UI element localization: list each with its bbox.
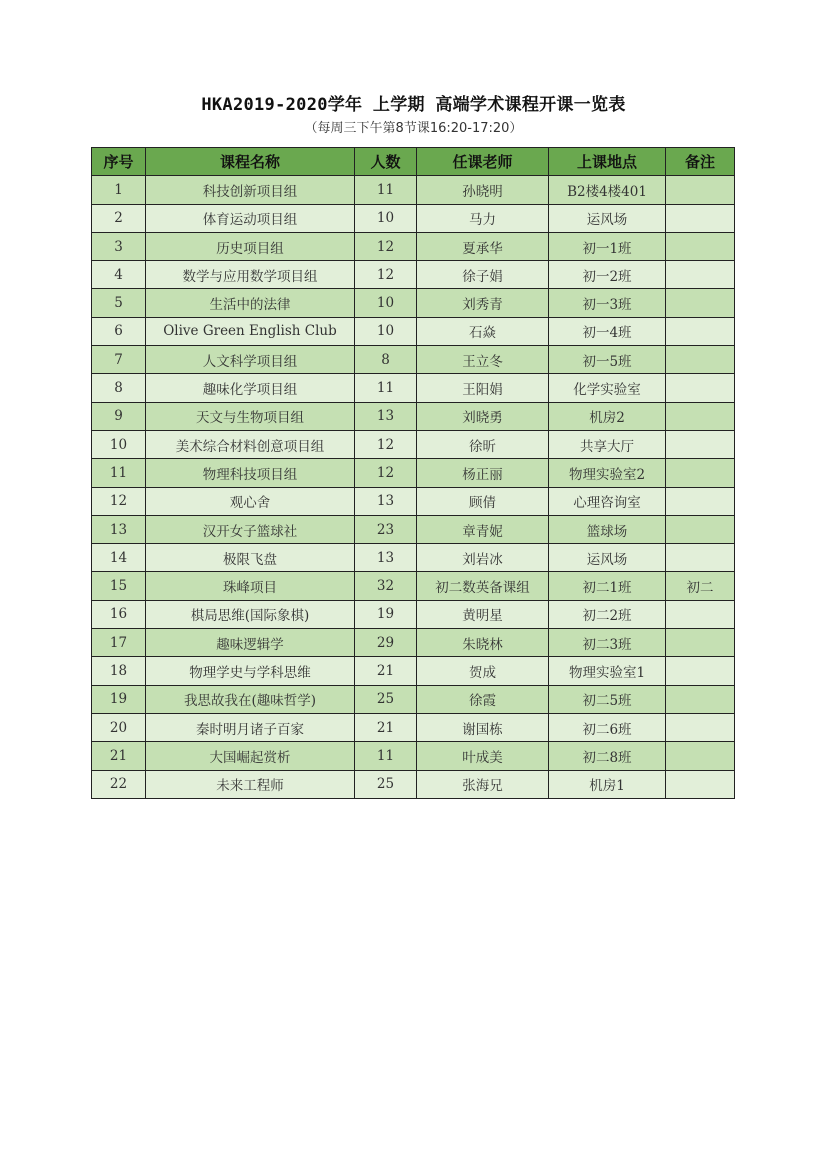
cell-no: 9 (92, 402, 146, 430)
cell-teacher: 章青妮 (417, 515, 549, 543)
cell-course-name: 历史项目组 (146, 232, 355, 260)
cell-course-name: 人文科学项目组 (146, 346, 355, 374)
course-table (91, 147, 735, 799)
cell-course-name: 生活中的法律 (146, 289, 355, 317)
table-row (92, 685, 735, 713)
cell-course-name: 未来工程师 (146, 770, 355, 798)
cell-location: 初二5班 (549, 685, 666, 713)
cell-course-name: 趣味逻辑学 (146, 629, 355, 657)
cell-location: 化学实验室 (549, 374, 666, 402)
cell-location: 心理咨询室 (549, 487, 666, 515)
cell-no: 4 (92, 261, 146, 289)
cell-teacher: 刘岩冰 (417, 544, 549, 572)
cell-location: 初二3班 (549, 629, 666, 657)
table-row (92, 204, 735, 232)
cell-teacher: 马力 (417, 204, 549, 232)
page-subtitle: （每周三下午第8节课16:20-17:20） (304, 121, 523, 136)
cell-count: 13 (355, 487, 417, 515)
cell-count: 21 (355, 713, 417, 741)
cell-no: 15 (92, 572, 146, 600)
table-row (92, 317, 735, 345)
table-row (92, 402, 735, 430)
cell-teacher: 王立冬 (417, 346, 549, 374)
cell-location: 初二8班 (549, 742, 666, 770)
table-row (92, 176, 735, 204)
cell-location: 物理实验室1 (549, 657, 666, 685)
cell-notes (666, 629, 735, 657)
table-row (92, 487, 735, 515)
table-row (92, 459, 735, 487)
cell-no: 2 (92, 204, 146, 232)
cell-no: 19 (92, 685, 146, 713)
cell-count: 10 (355, 289, 417, 317)
cell-course-name: 天文与生物项目组 (146, 402, 355, 430)
cell-count: 12 (355, 430, 417, 458)
cell-location: 共享大厅 (549, 430, 666, 458)
cell-no: 11 (92, 459, 146, 487)
cell-no: 8 (92, 374, 146, 402)
cell-teacher: 孙晓明 (417, 176, 549, 204)
cell-teacher: 徐子娟 (417, 261, 549, 289)
cell-notes (666, 459, 735, 487)
cell-teacher: 夏承华 (417, 232, 549, 260)
cell-count: 13 (355, 402, 417, 430)
cell-notes (666, 515, 735, 543)
cell-notes (666, 317, 735, 345)
table-row (92, 261, 735, 289)
cell-no: 22 (92, 770, 146, 798)
cell-teacher: 刘秀青 (417, 289, 549, 317)
cell-notes: 初二 (666, 572, 735, 600)
cell-notes (666, 430, 735, 458)
cell-course-name: 科技创新项目组 (146, 176, 355, 204)
cell-count: 25 (355, 685, 417, 713)
cell-count: 12 (355, 232, 417, 260)
cell-notes (666, 487, 735, 515)
cell-no: 1 (92, 176, 146, 204)
header-notes: 备注 (666, 148, 735, 176)
cell-no: 12 (92, 487, 146, 515)
cell-course-name: 趣味化学项目组 (146, 374, 355, 402)
cell-course-name: 汉开女子篮球社 (146, 515, 355, 543)
cell-course-name: 大国崛起赏析 (146, 742, 355, 770)
cell-course-name: 观心舍 (146, 487, 355, 515)
cell-count: 19 (355, 600, 417, 628)
cell-notes (666, 713, 735, 741)
cell-course-name: 棋局思维(国际象棋) (146, 600, 355, 628)
cell-location: 篮球场 (549, 515, 666, 543)
cell-notes (666, 742, 735, 770)
cell-count: 8 (355, 346, 417, 374)
cell-notes (666, 770, 735, 798)
cell-location: 初二1班 (549, 572, 666, 600)
table-header-row (92, 148, 735, 176)
cell-notes (666, 544, 735, 572)
cell-location: 运风场 (549, 204, 666, 232)
cell-teacher: 谢国栋 (417, 713, 549, 741)
cell-count: 11 (355, 742, 417, 770)
cell-count: 29 (355, 629, 417, 657)
cell-teacher: 顾倩 (417, 487, 549, 515)
table-row (92, 657, 735, 685)
cell-no: 7 (92, 346, 146, 374)
cell-location: 初二6班 (549, 713, 666, 741)
table-body (92, 176, 735, 799)
cell-count: 12 (355, 459, 417, 487)
cell-no: 17 (92, 629, 146, 657)
cell-notes (666, 685, 735, 713)
table-row (92, 346, 735, 374)
cell-location: 初一3班 (549, 289, 666, 317)
cell-location: 机房2 (549, 402, 666, 430)
table-row (92, 544, 735, 572)
cell-count: 12 (355, 261, 417, 289)
cell-notes (666, 232, 735, 260)
cell-no: 5 (92, 289, 146, 317)
cell-location: 运风场 (549, 544, 666, 572)
cell-no: 10 (92, 430, 146, 458)
header-no: 序号 (92, 148, 146, 176)
cell-teacher: 徐霞 (417, 685, 549, 713)
cell-notes (666, 657, 735, 685)
cell-no: 18 (92, 657, 146, 685)
table-row (92, 742, 735, 770)
cell-notes (666, 346, 735, 374)
table-row (92, 713, 735, 741)
cell-notes (666, 402, 735, 430)
cell-teacher: 叶成美 (417, 742, 549, 770)
cell-notes (666, 600, 735, 628)
cell-notes (666, 374, 735, 402)
cell-location: 机房1 (549, 770, 666, 798)
cell-no: 13 (92, 515, 146, 543)
cell-teacher: 初二数英备课组 (417, 572, 549, 600)
cell-teacher: 刘晓勇 (417, 402, 549, 430)
cell-count: 13 (355, 544, 417, 572)
page-title: HKA2019-2020学年 上学期 高端学术课程开课一览表 (201, 95, 626, 115)
cell-count: 21 (355, 657, 417, 685)
cell-count: 23 (355, 515, 417, 543)
header-location: 上课地点 (549, 148, 666, 176)
cell-count: 10 (355, 317, 417, 345)
cell-course-name: 秦时明月诸子百家 (146, 713, 355, 741)
cell-location: B2楼4楼401 (549, 176, 666, 204)
cell-location: 初一1班 (549, 232, 666, 260)
cell-course-name: 体育运动项目组 (146, 204, 355, 232)
cell-teacher: 贺成 (417, 657, 549, 685)
cell-no: 3 (92, 232, 146, 260)
table-row (92, 232, 735, 260)
table-row (92, 572, 735, 600)
cell-teacher: 王阳娟 (417, 374, 549, 402)
table-row (92, 374, 735, 402)
table-row (92, 289, 735, 317)
cell-location: 初一2班 (549, 261, 666, 289)
cell-no: 16 (92, 600, 146, 628)
table-row (92, 600, 735, 628)
cell-course-name: 极限飞盘 (146, 544, 355, 572)
cell-count: 11 (355, 374, 417, 402)
cell-teacher: 朱晓林 (417, 629, 549, 657)
cell-course-name: 我思故我在(趣味哲学) (146, 685, 355, 713)
table-row (92, 770, 735, 798)
cell-course-name: Olive Green English Club (146, 317, 355, 345)
cell-count: 25 (355, 770, 417, 798)
cell-course-name: 美术综合材料创意项目组 (146, 430, 355, 458)
cell-count: 32 (355, 572, 417, 600)
cell-location: 初一4班 (549, 317, 666, 345)
cell-count: 10 (355, 204, 417, 232)
cell-no: 14 (92, 544, 146, 572)
cell-teacher: 张海兄 (417, 770, 549, 798)
header-count: 人数 (355, 148, 417, 176)
cell-notes (666, 261, 735, 289)
header-teacher: 任课老师 (417, 148, 549, 176)
cell-course-name: 珠峰项目 (146, 572, 355, 600)
cell-notes (666, 176, 735, 204)
cell-location: 初二2班 (549, 600, 666, 628)
cell-course-name: 物理学史与学科思维 (146, 657, 355, 685)
cell-no: 21 (92, 742, 146, 770)
cell-notes (666, 289, 735, 317)
cell-teacher: 杨正丽 (417, 459, 549, 487)
cell-location: 物理实验室2 (549, 459, 666, 487)
cell-notes (666, 204, 735, 232)
cell-course-name: 数学与应用数学项目组 (146, 261, 355, 289)
table-row (92, 515, 735, 543)
cell-no: 6 (92, 317, 146, 345)
cell-course-name: 物理科技项目组 (146, 459, 355, 487)
cell-location: 初一5班 (549, 346, 666, 374)
cell-teacher: 黄明星 (417, 600, 549, 628)
cell-teacher: 徐昕 (417, 430, 549, 458)
table-row (92, 430, 735, 458)
header-course-name: 课程名称 (146, 148, 355, 176)
table-row (92, 629, 735, 657)
cell-teacher: 石焱 (417, 317, 549, 345)
cell-no: 20 (92, 713, 146, 741)
cell-count: 11 (355, 176, 417, 204)
